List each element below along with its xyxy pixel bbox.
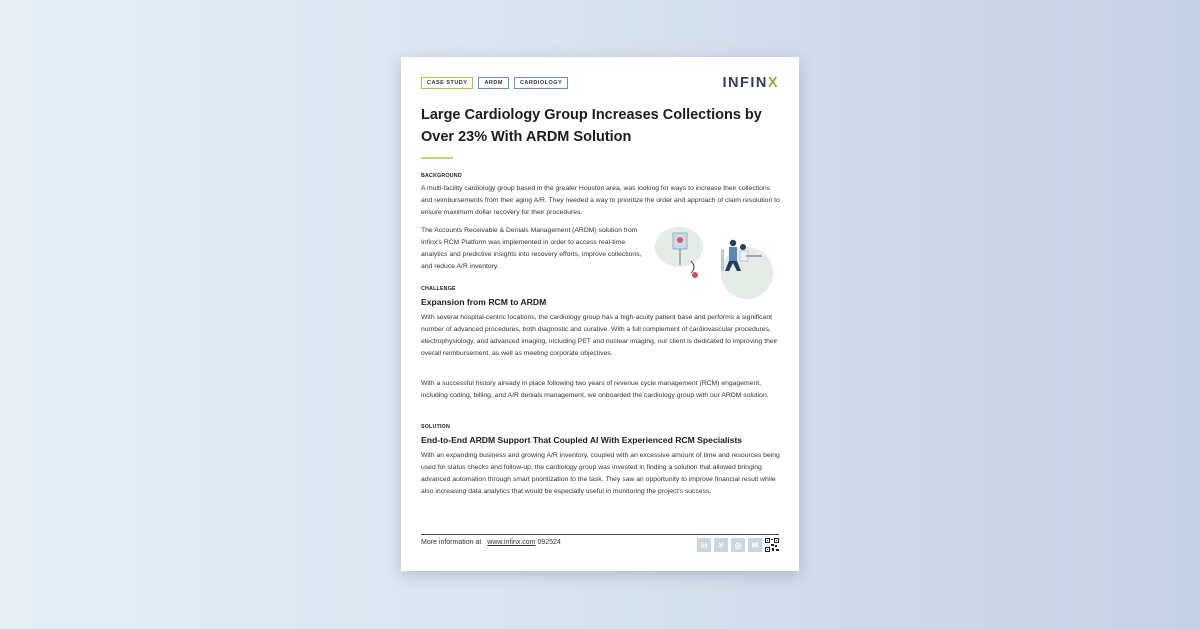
solution-heading: End-to-End ARDM Support That Coupled AI With Experienced RCM Specialists — [421, 435, 743, 445]
challenge-heading: Expansion from RCM to ARDM — [421, 297, 547, 307]
document-title: Large Cardiology Group Increases Collections by Over 23% With ARDM Solution — [421, 107, 762, 145]
challenge-paragraph-2: With a successful history already in place following two years of revenue cycle management (RCM) engagement, including coding, billing, and A/R denials management, we onboarded the cardiology group with our ARDM solution. — [421, 380, 769, 399]
linkedin-icon[interactable]: in — [697, 538, 711, 552]
instagram-icon[interactable]: ◎ — [731, 538, 745, 552]
background-paragraph-1: A multi-facility cardiology group based in the greater Houston area, was looking for ways to increase their collections and reimbursements from their aging A/R. They needed a way to prioritize the order and approach of claim resolution to ensure maximum dollar recovery for their procedures. — [421, 185, 780, 216]
social-icons — [697, 538, 779, 552]
challenge-label: CHALLENGE — [421, 286, 456, 292]
background-paragraph-2: The Accounts Receivable & Denials Management (ARDM) solution from Infinx's RCM Platform was implemented in order to access real-time analytics and predictive insights into recovery efforts, improve collections, and reduce A/R inventory. — [421, 227, 642, 270]
footer-prefix: More information at — [421, 539, 482, 546]
x-icon[interactable]: ✕ — [714, 538, 728, 552]
website-link[interactable]: www.infinx.com — [487, 539, 536, 546]
solution-paragraph-1: With an expanding business and growing A/R inventory, coupled with an excessive amount of time and resources being used for status checks and follow-up, the cardiology group was invested in finding a solution that allowed bringing advanced automation through smart prioritization to the task. They saw an opportunity to improve financial result while also increasing data analytics that would be especially useful in monitoring the project's success. — [421, 452, 780, 495]
challenge-paragraph-1: With several hospital-centric locations, the cardiology group has a high-acuity patient base and performs a significant number of advanced procedures, both diagnostic and curative. With a full complement of cardiovascular procedures, electrophysiology, and advanced imaging, including PET and nuclear imaging, our client is dedicated to improving their overall reimbursement, as well as meeting corporate objectives. — [421, 314, 778, 357]
infinx-logo: INFINX — [722, 75, 779, 91]
footer-divider — [421, 534, 779, 535]
tag-list — [421, 77, 568, 89]
document-code: 092524 — [537, 539, 561, 546]
tag-cardiology: CARDIOLOGY — [514, 77, 568, 89]
solution-label: SOLUTION — [421, 424, 450, 430]
email-icon[interactable]: ✉ — [748, 538, 762, 552]
title-divider — [421, 157, 453, 159]
qr-code-icon — [765, 538, 779, 552]
tag-case-study: CASE STUDY — [421, 77, 473, 89]
doctor-patient-illustration — [651, 221, 776, 301]
tag-ardm: ARDM — [478, 77, 509, 89]
case-study-document — [401, 57, 799, 571]
footer-info — [421, 539, 561, 546]
background-label: BACKGROUND — [421, 173, 462, 179]
